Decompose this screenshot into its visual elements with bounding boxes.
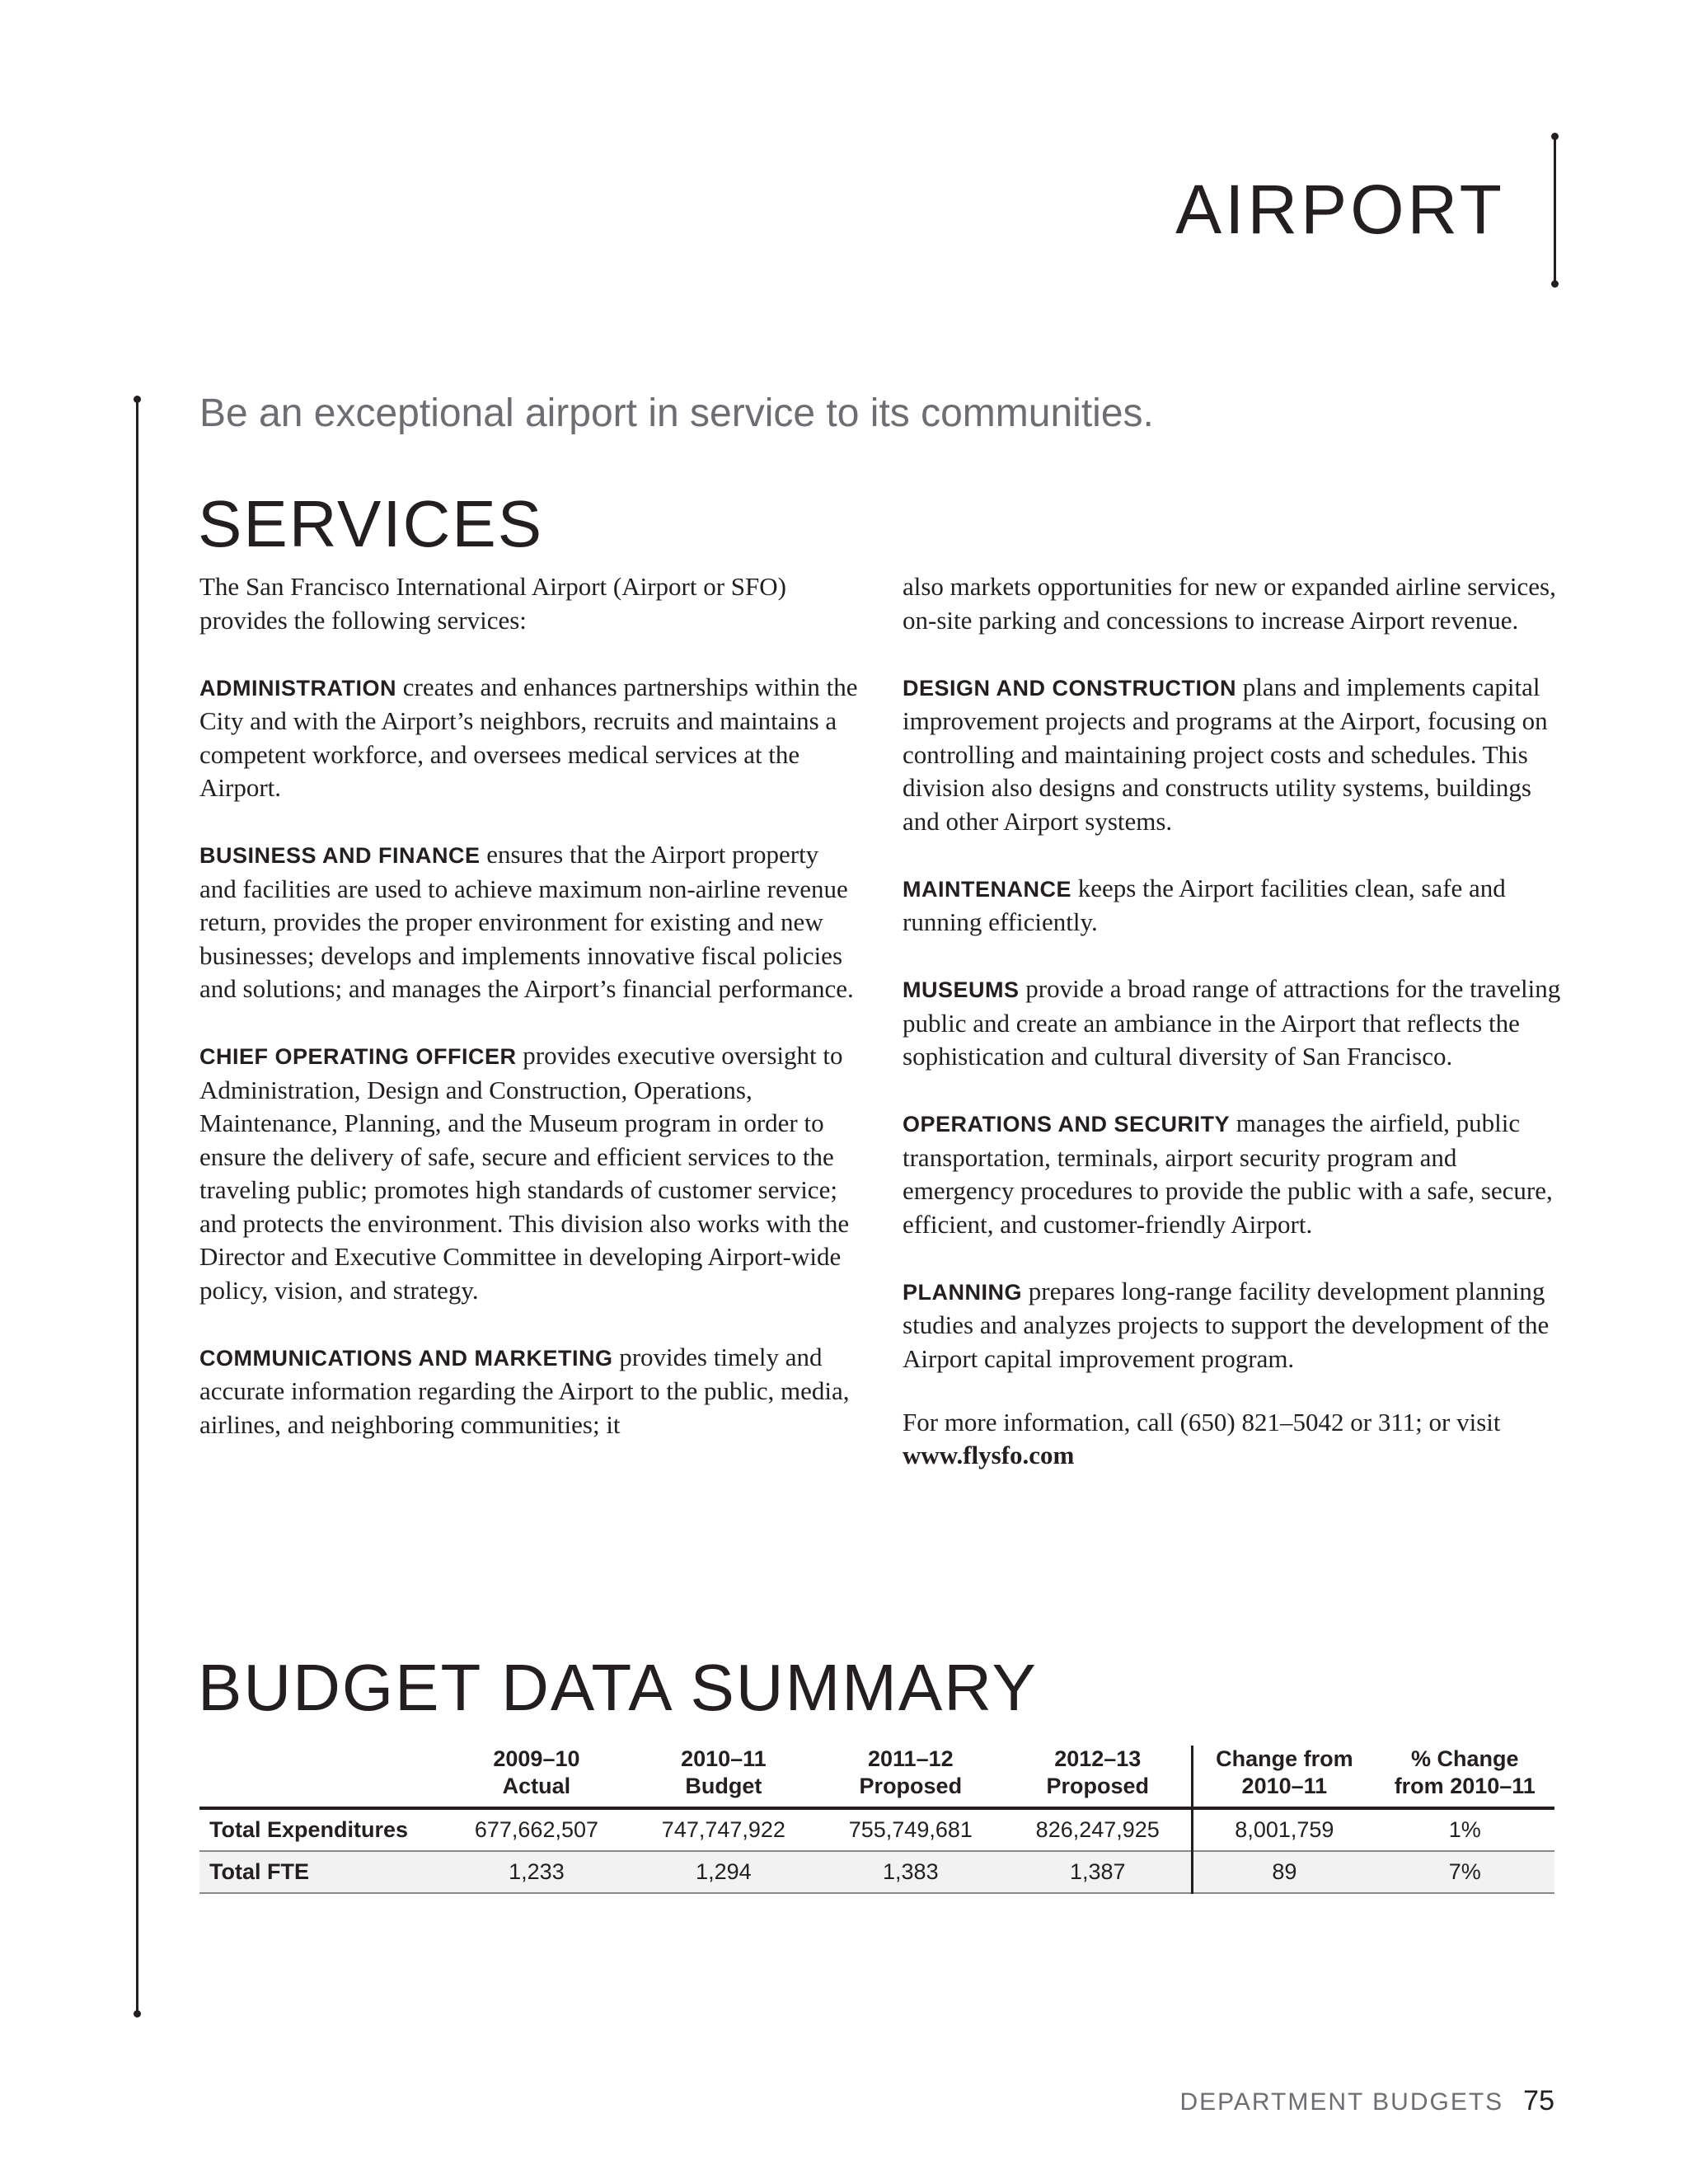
header-empty-cell (199, 1746, 443, 1808)
service-text: manages the airfield, public transportation, terminals, airport security program and emergency procedures to provide the public with a safe, secure, efficient, and customer-friendly Airport. (903, 1108, 1553, 1239)
column-header: 2011–12 Proposed (817, 1746, 1004, 1808)
service-text: provide a broad range of attractions for the traveling public and create an ambiance in the Airport that reflects the sophistication and cultural diversity of San Francisco. (903, 974, 1561, 1071)
service-label: PLANNING (903, 1279, 1022, 1305)
margin-rule (136, 399, 138, 2014)
table-cell: 1,387 (1004, 1851, 1192, 1893)
footer-section-label: DEPARTMENT BUDGETS (1179, 2088, 1504, 2116)
budget-table (199, 1746, 1554, 1894)
table-cell: 1,233 (443, 1851, 630, 1893)
table-cell: 677,662,507 (443, 1808, 630, 1851)
page-footer (1179, 2085, 1554, 2117)
service-text: prepares long-range facility development planning studies and analyzes projects to support the development of the Airport capital improvement program. (903, 1276, 1550, 1373)
service-planning (903, 1275, 1562, 1376)
column-header: 2010–11 Budget (630, 1746, 817, 1808)
service-museums (903, 972, 1562, 1074)
budget-heading: BUDGET DATA SUMMARY (198, 1651, 1038, 1724)
column-header: 2012–13 Proposed (1004, 1746, 1192, 1808)
table-cell: 1% (1376, 1808, 1554, 1851)
services-heading: SERVICES (198, 487, 544, 560)
service-business-finance (199, 838, 859, 1006)
table-row (199, 1851, 1554, 1893)
column-header: 2009–10 Actual (443, 1746, 630, 1808)
service-operations-security (903, 1107, 1562, 1241)
service-chief-operating-officer (199, 1039, 859, 1307)
page-number: 75 (1523, 2085, 1554, 2116)
header-rule (1554, 136, 1556, 284)
row-label: Total Expenditures (199, 1808, 443, 1851)
service-text: keeps the Airport facilities clean, safe and running efficiently. (903, 873, 1506, 936)
service-design-construction (903, 671, 1562, 839)
services-column-right (903, 570, 1562, 1506)
column-header: Change from 2010–11 (1193, 1746, 1376, 1808)
website-link[interactable]: www.flysfo.com (903, 1441, 1075, 1469)
table-row (199, 1808, 1554, 1851)
table-cell: 7% (1376, 1851, 1554, 1893)
service-text: plans and implements capital improvement projects and programs at the Airport, focusing on controlling and maintaining project costs and schedules. This division also designs and constructs utility systems, buildings and other Airport systems. (903, 672, 1548, 836)
service-maintenance (903, 872, 1562, 940)
service-text: provides executive oversight to Administration, Design and Construction, Operations, Maintenance, Planning, and the Museum program in order to ensure the delivery of safe, secure and efficient services to the traveling public; promotes high standards of customer service; and protects the environment. This division also works with the Director and Executive Committee in developing Airport-wide policy, vision, and strategy. (199, 1041, 850, 1305)
table-cell: 755,749,681 (817, 1808, 1004, 1851)
service-label: CHIEF OPERATING OFFICER (199, 1044, 517, 1069)
row-label: Total FTE (199, 1851, 443, 1893)
service-text: ensures that the Airport property and facilities are used to achieve maximum non-airline revenue return, provides the proper environment for existing and new businesses; develops and implements innovative fiscal policies and solutions; and manages the Airport’s financial performance. (199, 840, 854, 1003)
contact-info (903, 1406, 1562, 1473)
service-administration (199, 671, 859, 805)
service-label: BUSINESS AND FINANCE (199, 843, 481, 868)
service-communications-continued: also markets opportunities for new or expanded airline services, on-site parking and concessions to increase Airport revenue. (903, 572, 1556, 635)
department-title: AIRPORT (1175, 171, 1505, 248)
table-cell: 747,747,922 (630, 1808, 817, 1851)
service-label: MUSEUMS (903, 977, 1020, 1002)
table-cell: 1,383 (817, 1851, 1004, 1893)
services-column-left (199, 570, 859, 1475)
column-header: % Change from 2010–11 (1376, 1746, 1554, 1808)
table-header-row (199, 1746, 1554, 1808)
service-text: provides timely and accurate information regarding the Airport to the public, media, airlines, and neighboring communities; it (199, 1342, 850, 1439)
service-text: creates and enhances partnerships within the City and with the Airport’s neighbors, recruits and maintains a competent workforce, and oversees medical services at the Airport. (199, 672, 858, 802)
table-cell: 89 (1193, 1851, 1376, 1893)
service-communications-marketing (199, 1341, 859, 1442)
contact-text: For more information, call (650) 821–5042 or 311; or visit (903, 1407, 1501, 1436)
table-cell: 1,294 (630, 1851, 817, 1893)
mission-statement: Be an exceptional airport in service to its communities. (199, 391, 1154, 435)
service-label: OPERATIONS AND SECURITY (903, 1112, 1231, 1137)
service-label: COMMUNICATIONS AND MARKETING (199, 1345, 613, 1371)
service-label: MAINTENANCE (903, 876, 1071, 902)
services-intro: The San Francisco International Airport (Airport or SFO) provides the following services: (199, 572, 786, 635)
table-cell: 826,247,925 (1004, 1808, 1192, 1851)
service-label: DESIGN AND CONSTRUCTION (903, 675, 1237, 701)
table-cell: 8,001,759 (1193, 1808, 1376, 1851)
service-label: ADMINISTRATION (199, 675, 396, 701)
